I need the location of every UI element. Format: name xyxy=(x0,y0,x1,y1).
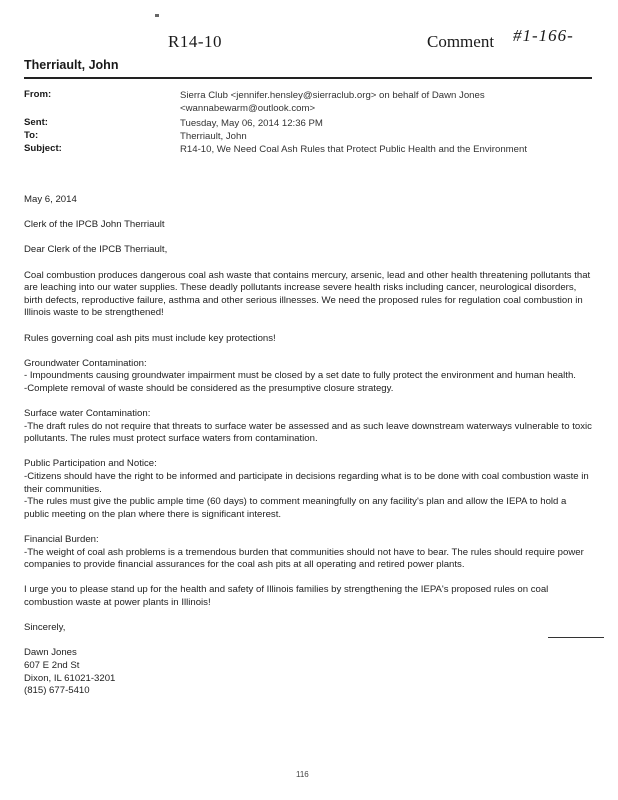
signature-block: Dawn Jones 607 E 2nd St Dixon, IL 61021-3201 (815) 677-5410 xyxy=(24,647,116,697)
subject-value: R14-10, We Need Coal Ash Rules that Protect Public Health and the Environment xyxy=(180,144,527,155)
sent-label: Sent: xyxy=(24,117,48,128)
letter-body xyxy=(24,194,594,710)
to-label: To: xyxy=(24,130,39,141)
header-divider xyxy=(24,77,592,79)
subject-label: Subject: xyxy=(24,143,62,154)
comment-number-handwritten: #1-166- xyxy=(513,26,574,45)
recipient-name: Therriault, John xyxy=(24,58,119,72)
letter-addressee: Clerk of the IPCB John Therriault xyxy=(24,219,165,231)
sent-value: Tuesday, May 06, 2014 12:36 PM xyxy=(180,118,323,129)
letter-sign-off: Sincerely, xyxy=(24,622,66,634)
from-value: Sierra Club <jennifer.hensley@sierraclub.org> on behalf of Dawn Jones <wannabewarm@outlook.com> xyxy=(180,90,485,114)
section-financial: Financial Burden: -The weight of coal ash problems is a tremendous burden that communities should not have to bear. The rules should require power companies to provide financial assurances for the coal ash pits at all operating and retired power plants. xyxy=(24,534,584,571)
letter-rules-intro: Rules governing coal ash pits must include key protections! xyxy=(24,332,276,344)
comment-label: Comment xyxy=(427,32,495,51)
letter-salutation: Dear Clerk of the IPCB Therriault, xyxy=(24,244,168,256)
to-value: Therriault, John xyxy=(180,131,247,142)
scan-speck xyxy=(155,14,159,17)
section-public-participation: Public Participation and Notice: -Citizens should have the right to be informed and participate in decisions regarding what is to be done with coal combustion waste in their communities. -The rules must give the public ample time (60 days) to comment meaningfully on any facility's plan and allow the IEPA to hold a public meeting on the plan where there is significant interest. xyxy=(24,458,589,520)
section-groundwater: Groundwater Contamination: - Impoundments causing groundwater impairment must be closed by a set date to fully protect the environment and human health. -Complete removal of waste should be considered as the presumptive closure strategy. xyxy=(24,357,576,394)
letter-date: May 6, 2014 xyxy=(24,194,77,205)
docket-number: R14-10 xyxy=(168,32,222,51)
page-number: 116 xyxy=(296,770,309,779)
section-surface-water: Surface water Contamination: -The draft rules do not require that threats to surface water be assessed and as such leave downstream waterways vulnerable to toxic pollutants. The rules must protect surface waters from contamination. xyxy=(24,408,592,445)
letter-closing-request: I urge you to please stand up for the health and safety of Illinois families by strengthening the IEPA's proposed rules on coal combustion waste at power plants in Illinois! xyxy=(24,584,549,608)
handwritten-underline xyxy=(548,637,604,638)
letter-intro: Coal combustion produces dangerous coal ash waste that contains mercury, arsenic, lead and other health threatening pollutants that are leaching into our water supplies. These deadly pollutants increase severe health risks including cancer, neurological disorders, birth defects, reproductive failure, asthma and other serious illnesses. We need the proposed rules for regulation coal combustion in Illinois waste to be strengthened! xyxy=(24,269,591,319)
from-label: From: xyxy=(24,89,52,100)
